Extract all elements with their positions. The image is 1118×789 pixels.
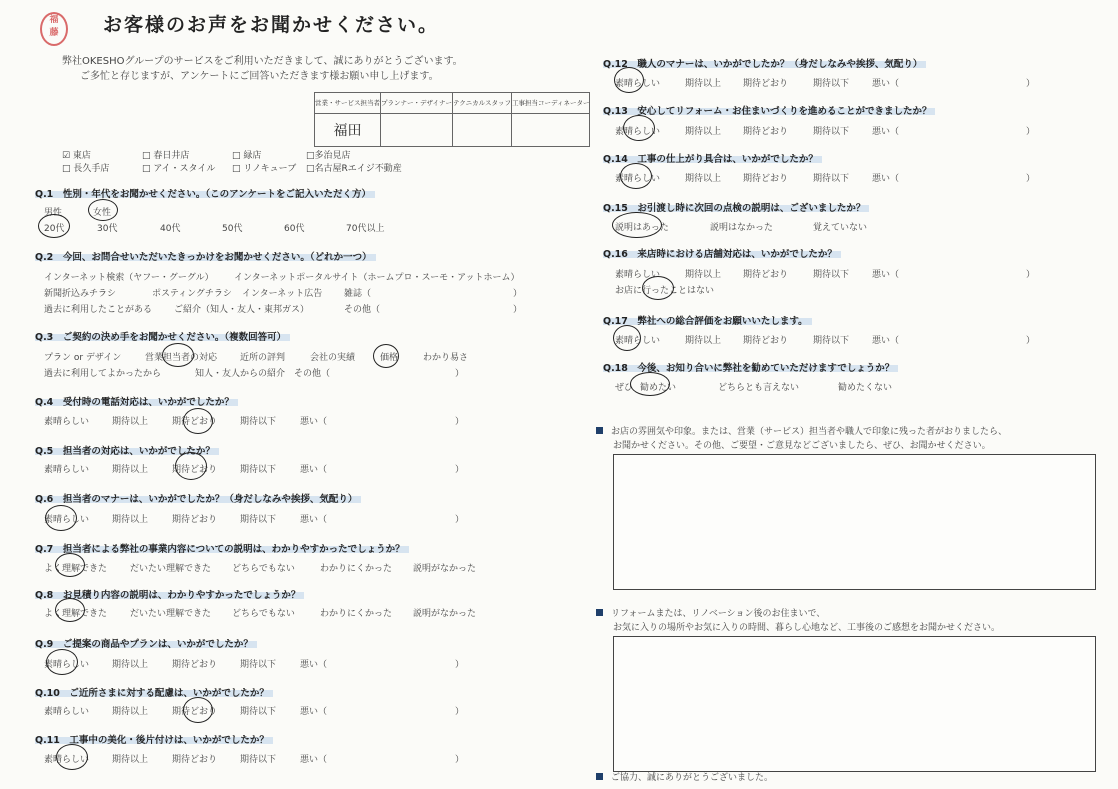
q16-above[interactable]: 期待以上: [685, 270, 722, 280]
option-newspaper-flyer[interactable]: 新聞折込みチラシ: [44, 289, 117, 299]
option-clarity[interactable]: わかり易さ: [423, 353, 469, 363]
q10-above[interactable]: 期待以上: [112, 707, 149, 717]
q9-expected[interactable]: 期待どおり: [172, 660, 218, 670]
store-renocube[interactable]: □ リノキューブ: [232, 164, 297, 174]
q6-excellent[interactable]: 素晴らしい: [44, 515, 90, 525]
option-70s-plus[interactable]: 70代以上: [346, 224, 385, 234]
staff-header-coordinator: 工事担当コーディネーター: [511, 93, 589, 114]
seal-stamp: 福 藤: [40, 12, 68, 46]
q14-bad-close: ）: [1026, 174, 1036, 184]
q4-bad[interactable]: 悪い（: [300, 417, 328, 427]
store-east[interactable]: ☑ 東店: [62, 151, 91, 161]
q10-expected[interactable]: 期待どおり: [172, 707, 218, 717]
q6-expected[interactable]: 期待どおり: [172, 515, 218, 525]
question-12: Q.12 職人のマナーは、いかがでしたか？（身だしなみや挨拶、気配り）: [603, 56, 922, 70]
q9-bad[interactable]: 悪い（: [300, 660, 328, 670]
q16-expected[interactable]: 期待どおり: [743, 270, 789, 280]
q18-recommend[interactable]: 勧めたい: [640, 383, 677, 393]
option-magazine[interactable]: 雑誌（: [344, 289, 372, 299]
option-50s[interactable]: 50代: [222, 224, 243, 234]
question-5: Q.5 担当者の対応は、いかがでしたか？: [35, 443, 215, 457]
option-female[interactable]: 女性: [93, 208, 112, 218]
q10-bad-close: ）: [455, 707, 465, 717]
option-sales-rep[interactable]: 営業担当者の対応: [145, 353, 218, 363]
q8-neutral[interactable]: どちらでもない: [232, 609, 295, 619]
q13-bad[interactable]: 悪い（: [872, 127, 900, 137]
q11-bad[interactable]: 悪い（: [300, 755, 328, 765]
q5-above[interactable]: 期待以上: [112, 465, 149, 475]
q4-excellent[interactable]: 素晴らしい: [44, 417, 90, 427]
q7-mostly-understood[interactable]: だいたい理解できた: [130, 564, 212, 574]
q10-bad[interactable]: 悪い（: [300, 707, 328, 717]
option-portal-site[interactable]: インターネットポータルサイト（ホームプロ・スーモ・アットホーム）: [234, 273, 520, 283]
q5-excellent[interactable]: 素晴らしい: [44, 465, 90, 475]
option-posting-flyer[interactable]: ポスティングチラシ: [152, 289, 232, 299]
option-plan-design[interactable]: プラン or デザイン: [44, 353, 122, 363]
store-tajimi[interactable]: □多治見店: [306, 151, 351, 161]
q4-above[interactable]: 期待以上: [112, 417, 149, 427]
question-3: Q.3 ご契約の決め手をお聞かせください。（複数回答可）: [35, 329, 286, 343]
option-past-use[interactable]: 過去に利用したことがある: [44, 305, 153, 315]
question-1: Q.1 性別・年代をお聞かせください。（このアンケートをご記入いただく方）: [35, 186, 371, 200]
option-60s[interactable]: 60代: [284, 224, 305, 234]
q6-bad[interactable]: 悪い（: [300, 515, 328, 525]
question-18: Q.18 今後、お知り合いに弊社を勧めていただけますでしょうか？: [603, 360, 894, 374]
q13-above[interactable]: 期待以上: [685, 127, 722, 137]
feedback-2-prompt-2: お気に入りの場所やお気に入りの時間、暮らし心地など、工事後のご感想をお聞かせください。: [613, 623, 1001, 633]
q7-no-explanation[interactable]: 説明がなかった: [413, 564, 477, 574]
q18-not-recommend[interactable]: 勧めたくない: [838, 383, 893, 393]
q8-hard[interactable]: わかりにくかった: [320, 609, 393, 619]
question-10: Q.10 ご近所さまに対する配慮は、いかがでしたか？: [35, 685, 269, 699]
staff-table: [314, 92, 590, 147]
q7-hard[interactable]: わかりにくかった: [320, 564, 393, 574]
option-reputation[interactable]: 近所の評判: [240, 353, 286, 363]
option-internet-search[interactable]: インターネット検索（ヤフー・グーグル）: [44, 273, 214, 283]
q15-dont-remember[interactable]: 覚えていない: [813, 223, 868, 233]
question-14: Q.14 工事の仕上がり具合は、いかがでしたか？: [603, 151, 818, 165]
feedback-1-textarea[interactable]: [613, 454, 1096, 590]
q9-bad-close: ）: [455, 660, 465, 670]
q16-below[interactable]: 期待以下: [813, 270, 850, 280]
q12-bad[interactable]: 悪い（: [872, 79, 900, 89]
q15-explained[interactable]: 説明はあった: [615, 223, 669, 233]
question-7: Q.7 担当者による弊社の事業内容についての説明は、わかりやすかったでしょうか？: [35, 541, 405, 555]
feedback-1-prompt: お店の雰囲気や印象。または、営業（サービス）担当者や職人で印象に残った者がおりましたら、: [596, 424, 1007, 437]
q13-below[interactable]: 期待以下: [813, 127, 850, 137]
q14-bad[interactable]: 悪い（: [872, 174, 900, 184]
store-istyle[interactable]: □ アイ・スタイル: [142, 164, 216, 174]
q15-not-explained[interactable]: 説明はなかった: [710, 223, 774, 233]
question-2: Q.2 今回、お問合せいただいたきっかけをお聞かせください。（どれか一つ）: [35, 249, 372, 263]
q9-below[interactable]: 期待以下: [240, 660, 277, 670]
staff-name-handwritten: 福田: [333, 123, 362, 139]
bullet-icon: [596, 609, 603, 616]
q17-below[interactable]: 期待以下: [813, 336, 850, 346]
q13-bad-close: ）: [1026, 127, 1036, 137]
option-other-q3[interactable]: その他（: [294, 369, 331, 379]
q18-definitely[interactable]: ぜひ: [615, 383, 634, 393]
q8-understood-well[interactable]: よく理解できた: [44, 609, 108, 619]
question-4: Q.4 受付時の電話対応は、いかがでしたか？: [35, 394, 234, 408]
staff-cell-planner[interactable]: [381, 114, 453, 147]
staff-cell-technical[interactable]: [453, 114, 512, 147]
question-15: Q.15 お引渡し時に次回の点検の説明は、ございましたか？: [603, 200, 865, 214]
store-nagakute[interactable]: □ 長久手店: [62, 164, 110, 174]
intro-line-1: 弊社OKESHOグループのサービスをご利用いただきまして、誠にありがとうございます。: [62, 56, 463, 67]
option-magazine-close: ）: [513, 289, 523, 299]
store-kasugai[interactable]: □ 春日井店: [142, 151, 190, 161]
q5-bad[interactable]: 悪い（: [300, 465, 328, 475]
option-other-q3-close: ）: [455, 369, 465, 379]
q11-expected[interactable]: 期待どおり: [172, 755, 218, 765]
store-nagoya-rage[interactable]: □名古屋Rエイジ不動産: [306, 164, 402, 174]
question-16: Q.16 来店時における店舗対応は、いかがでしたか？: [603, 246, 837, 260]
q13-excellent[interactable]: 素晴らしい: [615, 127, 661, 137]
option-other-q2[interactable]: その他（: [344, 305, 381, 315]
q11-excellent[interactable]: 素晴らしい: [44, 755, 90, 765]
q5-bad-close: ）: [455, 465, 465, 475]
q12-below[interactable]: 期待以下: [813, 79, 850, 89]
option-30s[interactable]: 30代: [97, 224, 118, 234]
q17-expected[interactable]: 期待どおり: [743, 336, 789, 346]
q6-above[interactable]: 期待以上: [112, 515, 149, 525]
option-good-past[interactable]: 過去に利用してよかったから: [44, 369, 162, 379]
page-title: お客様のお声をお聞かせください。: [103, 14, 440, 36]
option-friend-referral[interactable]: 知人・友人からの紹介: [195, 369, 286, 379]
q11-bad-close: ）: [455, 755, 465, 765]
q10-excellent[interactable]: 素晴らしい: [44, 707, 90, 717]
option-track-record[interactable]: 会社の実績: [310, 353, 356, 363]
option-male[interactable]: 男性: [44, 208, 63, 218]
intro-line-2: ご多忙と存じますが、アンケートにご回答いただきます様お願い申し上げます。: [80, 71, 439, 82]
option-other-q2-close: ）: [513, 305, 523, 315]
q17-bad-close: ）: [1026, 336, 1036, 346]
q4-expected[interactable]: 期待どおり: [172, 417, 218, 427]
question-9: Q.9 ご提案の商品やプランは、いかがでしたか？: [35, 636, 253, 650]
q7-understood-well[interactable]: よく理解できた: [44, 564, 108, 574]
q17-above[interactable]: 期待以上: [685, 336, 722, 346]
q11-below[interactable]: 期待以下: [240, 755, 277, 765]
q12-excellent[interactable]: 素晴らしい: [615, 79, 661, 89]
staff-header-sales: 営業・サービス担当者: [315, 93, 381, 114]
q18-neither[interactable]: どちらとも言えない: [718, 383, 800, 393]
option-price[interactable]: 価格: [380, 353, 399, 363]
option-20s[interactable]: 20代: [44, 224, 65, 234]
staff-header-technical: テクニカルスタッフ: [453, 93, 512, 114]
q4-bad-close: ）: [455, 417, 465, 427]
bullet-icon: [596, 427, 603, 434]
q8-mostly-understood[interactable]: だいたい理解できた: [130, 609, 212, 619]
bullet-icon: [596, 773, 603, 780]
q9-excellent[interactable]: 素晴らしい: [44, 660, 90, 670]
q12-expected[interactable]: 期待どおり: [743, 79, 789, 89]
question-8: Q.8 お見積り内容の説明は、わかりやすかったでしょうか？: [35, 587, 300, 601]
feedback-1-prompt-2: お聞かせください。その他、ご要望・ご意見などございましたら、ぜひ、お聞かせください。: [613, 441, 991, 451]
q16-bad-close: ）: [1026, 270, 1036, 280]
q5-expected[interactable]: 期待どおり: [172, 465, 218, 475]
store-midori[interactable]: □ 緑店: [232, 151, 262, 161]
option-internet-ad[interactable]: インターネット広告: [242, 289, 323, 299]
q17-excellent[interactable]: 素晴らしい: [615, 336, 661, 346]
q14-excellent[interactable]: 素晴らしい: [615, 174, 661, 184]
q10-below[interactable]: 期待以下: [240, 707, 277, 717]
staff-header-planner: プランナー・デザイナー: [381, 93, 453, 114]
q11-above[interactable]: 期待以上: [112, 755, 149, 765]
q16-bad[interactable]: 悪い（: [872, 270, 900, 280]
q14-below[interactable]: 期待以下: [813, 174, 850, 184]
q6-bad-close: ）: [455, 515, 465, 525]
question-13: Q.13 安心してリフォーム・お住まいづくりを進めることができましたか？: [603, 103, 931, 117]
feedback-2-textarea[interactable]: [613, 636, 1096, 772]
q16-excellent[interactable]: 素晴らしい: [615, 270, 661, 280]
q8-no-explanation[interactable]: 説明がなかった: [413, 609, 477, 619]
q14-above[interactable]: 期待以上: [685, 174, 722, 184]
thanks-message: ご協力、誠にありがとうございました。: [596, 770, 773, 783]
q6-below[interactable]: 期待以下: [240, 515, 277, 525]
staff-cell-coordinator[interactable]: [511, 114, 589, 147]
q9-above[interactable]: 期待以上: [112, 660, 149, 670]
q4-below[interactable]: 期待以下: [240, 417, 277, 427]
question-17: Q.17 弊社への総合評価をお願いいたします。: [603, 313, 808, 327]
question-6: Q.6 担当者のマナーは、いかがでしたか？（身だしなみや挨拶、気配り）: [35, 491, 357, 505]
q17-bad[interactable]: 悪い（: [872, 336, 900, 346]
staff-cell-sales[interactable]: [315, 114, 381, 147]
option-referral[interactable]: ご紹介（知人・友人・東邦ガス）: [174, 305, 310, 315]
q12-bad-close: ）: [1026, 79, 1036, 89]
q12-above[interactable]: 期待以上: [685, 79, 722, 89]
option-40s[interactable]: 40代: [160, 224, 181, 234]
q7-neutral[interactable]: どちらでもない: [232, 564, 295, 574]
q13-expected[interactable]: 期待どおり: [743, 127, 789, 137]
q14-expected[interactable]: 期待どおり: [743, 174, 789, 184]
q16-never-visited[interactable]: お店に行ったことはない: [615, 286, 715, 296]
feedback-2-prompt: リフォームまたは、リノベーション後のお住まいで、: [596, 606, 825, 619]
q5-below[interactable]: 期待以下: [240, 465, 277, 475]
question-11: Q.11 工事中の美化・後片付けは、いかがでしたか？: [35, 732, 269, 746]
